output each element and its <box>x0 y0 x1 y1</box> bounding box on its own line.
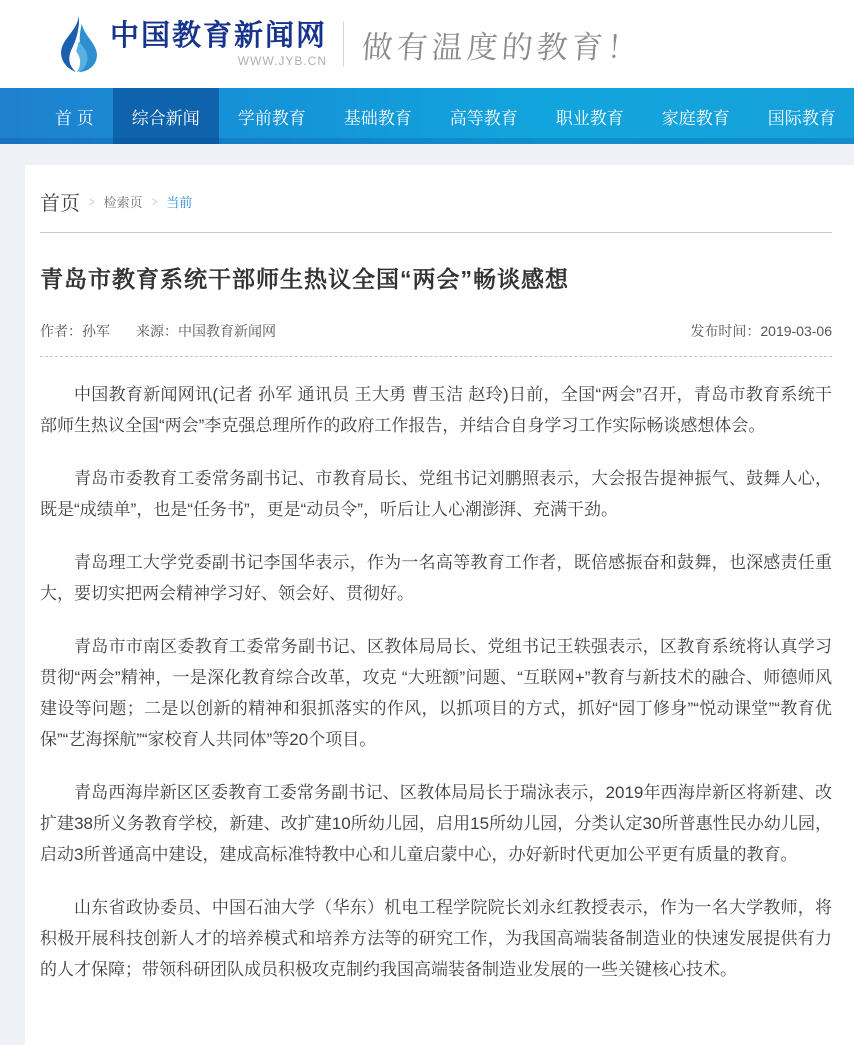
chevron-right-icon: > <box>151 194 158 209</box>
nav-item-preschool[interactable]: 学前教育 <box>237 108 306 128</box>
content-wrap <box>0 144 854 1045</box>
article-paragraph: 青岛市市南区委教育工委常务副书记、区教体局局长、党组书记王轶强表示，区教育系统将认真学习贯彻“两会”精神，一是深化教育综合改革，攻克 “大班额”问题、“互联网+”教育与新技术的融合、师德师风建设等问题；二是以创新的精神和狠抓落实的作风，以抓项目的方式，抓好“园丁修身”“悦动课堂”“教育优保”“艺海探航”“家校育人共同体”等20个项目。 <box>40 637 832 749</box>
breadcrumb-current: 当前 <box>166 195 193 210</box>
breadcrumb-search-link[interactable]: 检索页 <box>103 195 143 210</box>
article-publish-time: 发布时间：2019-03-06 <box>690 323 832 339</box>
nav-item-home[interactable]: 首 页 <box>55 108 94 128</box>
site-url: WWW.JYB.CN <box>237 54 328 68</box>
nav-item-higher-edu[interactable]: 高等教育 <box>449 108 518 128</box>
article-card <box>25 165 854 1045</box>
nav-item-family-edu[interactable]: 家庭教育 <box>661 108 730 128</box>
breadcrumb-divider <box>40 232 832 233</box>
site-logo[interactable] <box>56 15 327 73</box>
chevron-right-icon: > <box>89 194 95 209</box>
article-paragraph: 山东省政协委员、中国石油大学（华东）机电工程学院院长刘永红教授表示，作为一名大学教师，将积极开展科技创新人才的培养模式和培养方法等的研究工作，为我国高端装备制造业的快速发展提供有力的人才保障；带领科研团队成员积极攻克制约我国高端装备制造业发展的一些关键核心技术。 <box>40 898 832 979</box>
article-paragraph: 青岛西海岸新区区委教育工委常务副书记、区教体局局长于瑞泳表示，2019年西海岸新区将新建、改扩建38所义务教育学校，新建、改扩建10所幼儿园，启用15所幼儿园，分类认定30所普惠性民办幼儿园，启动3所普通高中建设，建成高标准特教中心和儿童启蒙中心，办好新时代更加公平更有质量的教育。 <box>40 783 832 864</box>
header-divider <box>343 21 344 67</box>
article-body <box>40 379 832 985</box>
article-meta <box>40 321 832 341</box>
article-author: 作者：孙军 <box>40 323 110 339</box>
article-source: 来源：中国教育新闻网 <box>136 323 276 339</box>
meta-divider <box>40 356 832 357</box>
breadcrumb-home-link[interactable]: 首页 <box>40 193 80 215</box>
site-slogan: 做有温度的教育！ <box>360 29 644 66</box>
nav-item-basic-edu[interactable]: 基础教育 <box>343 108 412 128</box>
logo-text <box>110 20 327 68</box>
main-nav <box>0 88 854 144</box>
article-paragraph: 青岛理工大学党委副书记李国华表示，作为一名高等教育工作者，既倍感振奋和鼓舞，也深感责任重大，要切实把两会精神学习好、领会好、贯彻好。 <box>40 553 832 603</box>
site-name: 中国教育新闻网 <box>110 20 328 52</box>
site-header <box>0 0 854 88</box>
article-paragraph: 中国教育新闻网讯(记者 孙军 通讯员 王大勇 曹玉洁 赵玲)日前，全国“两会”召开，青岛市教育系统干部师生热议全国“两会”李克强总理所作的政府工作报告，并结合自身学习工作实际畅谈感想体会。 <box>40 385 832 435</box>
nav-item-general-news[interactable]: 综合新闻 <box>113 88 219 144</box>
flame-logo-icon <box>56 15 100 73</box>
nav-item-international-edu[interactable]: 国际教育 <box>767 108 836 128</box>
breadcrumb <box>40 183 832 216</box>
nav-item-vocational-edu[interactable]: 职业教育 <box>555 108 624 128</box>
article-paragraph: 青岛市委教育工委常务副书记、市教育局长、党组书记刘鹏照表示，大会报告提神振气、鼓舞人心，既是“成绩单”，也是“任务书”，更是“动员令”，听后让人心潮澎湃、充满干劲。 <box>40 469 832 519</box>
article-title: 青岛市教育系统干部师生热议全国“两会”畅谈感想 <box>40 266 569 292</box>
